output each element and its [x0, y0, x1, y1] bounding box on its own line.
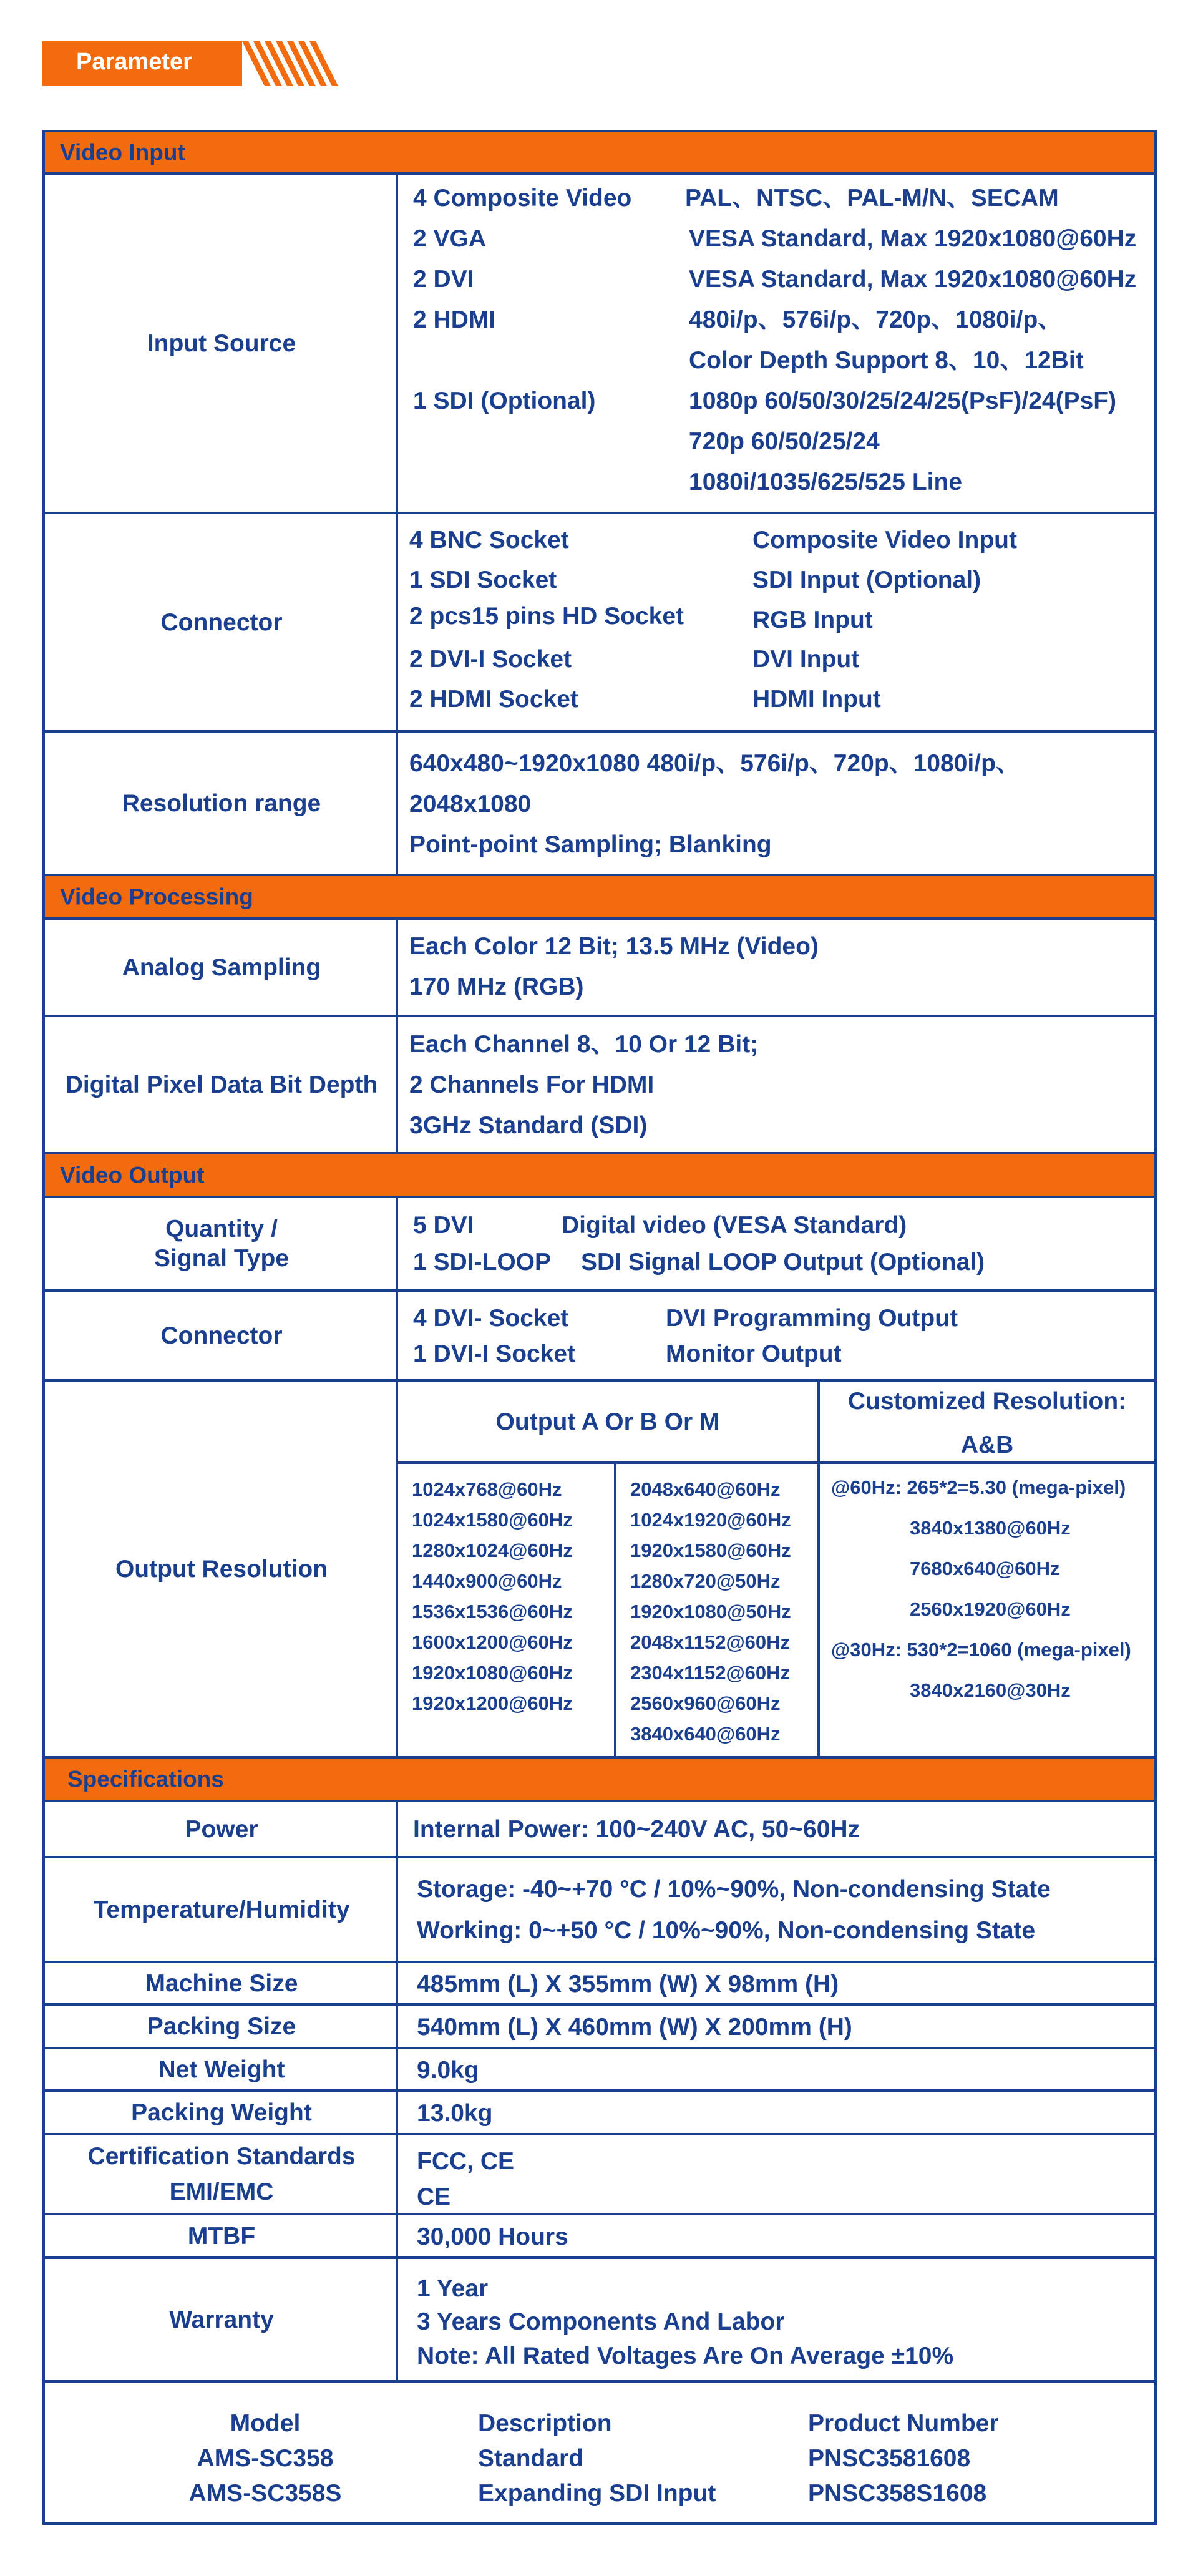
- certification-label-line: EMI/EMC: [169, 2178, 274, 2205]
- connector-input-label: Connector: [160, 608, 283, 636]
- connector-input-right-item: HDMI Input: [752, 686, 881, 713]
- quantity-label-line: Quantity /: [165, 1216, 278, 1242]
- connector-input-right-item: SDI Input (Optional): [752, 567, 981, 593]
- row-divider: [45, 1152, 1154, 1154]
- product-number-cell: PNSC358S1608: [808, 2480, 987, 2507]
- input-source-right-item: VESA Standard, Max 1920x1080@60Hz: [689, 266, 1137, 293]
- row-divider: [45, 874, 1154, 876]
- digital-depth-line: 3GHz Standard (SDI): [409, 1112, 648, 1139]
- certification-value: CE: [417, 2183, 451, 2210]
- section-specifications: [45, 1759, 1154, 1800]
- machine-size-value: 485mm (L) X 355mm (W) X 98mm (H): [417, 1971, 839, 1998]
- model-header: Model: [230, 2410, 301, 2437]
- custom-resolution-item: 7680x640@60Hz: [910, 1558, 1060, 1579]
- connector-output-left-item: 4 DVI- Socket: [413, 1305, 569, 1332]
- mtbf-value: 30,000 Hours: [417, 2223, 568, 2250]
- resolution-col1-item: 1536x1536@60Hz: [412, 1601, 573, 1622]
- input-source-right-item: 480i/p、576i/p、720p、1080i/p、: [689, 306, 1063, 333]
- resolution-col1-item: 1920x1080@60Hz: [412, 1662, 573, 1684]
- custom-resolution-header: Customized Resolution:: [847, 1388, 1127, 1415]
- stripes-decoration: [242, 41, 342, 86]
- input-source-right-item: 1080i/1035/625/525 Line: [689, 469, 963, 495]
- input-source-left-item: 4 Composite Video: [413, 185, 632, 212]
- description-cell: Expanding SDI Input: [478, 2480, 716, 2507]
- custom-resolution-item: @60Hz: 265*2=5.30 (mega-pixel): [831, 1476, 1126, 1498]
- connector-input-left-item: 1 SDI Socket: [409, 567, 557, 593]
- digital-depth-line: 2 Channels For HDMI: [409, 1071, 655, 1098]
- resolution-range-line: 640x480~1920x1080 480i/p、576i/p、720p、1080i/p、: [409, 750, 1020, 777]
- resolution-range-line: Point-point Sampling; Blanking: [409, 831, 772, 858]
- quantity-left-item: 5 DVI: [413, 1212, 474, 1239]
- section-video-processing: [45, 876, 1154, 917]
- input-source-left-item: 1 SDI (Optional): [413, 388, 596, 414]
- net-weight-value: 9.0kg: [417, 2057, 479, 2084]
- mtbf-label: MTBF: [187, 2222, 256, 2250]
- input-source-label: Input Source: [147, 329, 296, 357]
- column-divider: [614, 1464, 616, 1756]
- connector-output-right-item: Monitor Output: [666, 1340, 842, 1367]
- custom-resolution-header: A&B: [960, 1432, 1014, 1458]
- resolution-col2-item: 1024x1920@60Hz: [630, 1509, 791, 1531]
- quantity-label: [45, 1198, 398, 1289]
- digital-depth-line: Each Channel 8、10 Or 12 Bit;: [409, 1031, 759, 1058]
- power-label: Power: [185, 1815, 258, 1843]
- resolution-col1-item: 1280x1024@60Hz: [412, 1539, 573, 1561]
- connector-input-left-item: 2 DVI-I Socket: [409, 646, 572, 673]
- connector-input-right-item: Composite Video Input: [752, 527, 1017, 554]
- section-video-output: [45, 1154, 1154, 1196]
- warranty-line: 3 Years Components And Labor: [417, 2308, 785, 2335]
- quantity-left-item: 1 SDI-LOOP: [413, 1249, 552, 1276]
- input-source-right-item: Color Depth Support 8、10、12Bit: [689, 347, 1084, 374]
- section-title: Video Input: [60, 139, 185, 165]
- resolution-col2-item: 2304x1152@60Hz: [630, 1662, 791, 1684]
- quantity-label-line: Signal Type: [154, 1245, 289, 1272]
- packing-size-label: Packing Size: [147, 2012, 296, 2040]
- product-number-header: Product Number: [808, 2410, 999, 2437]
- packing-weight-value: 13.0kg: [417, 2100, 493, 2127]
- section-title: Specifications: [67, 1766, 224, 1792]
- connector-output-label: Connector: [160, 1322, 283, 1349]
- subheader-divider: [398, 1461, 1154, 1464]
- input-source-left-item: 2 DVI: [413, 266, 474, 293]
- description-header: Description: [478, 2410, 612, 2437]
- connector-output-left-item: 1 DVI-I Socket: [413, 1340, 576, 1367]
- output-resolution-label: Output Resolution: [115, 1555, 328, 1583]
- row-divider: [45, 2380, 1154, 2383]
- analog-sampling-line: Each Color 12 Bit; 13.5 MHz (Video): [409, 933, 819, 960]
- resolution-range-line: 2048x1080: [409, 791, 532, 817]
- machine-size-label: Machine Size: [145, 1969, 298, 1997]
- input-source-left-item: 2 HDMI: [413, 306, 496, 333]
- input-source-left-item: 2 VGA: [413, 225, 487, 252]
- temperature-line: Storage: -40~+70 °C / 10%~90%, Non-condensing State: [417, 1876, 1051, 1903]
- connector-input-left-item: 4 BNC Socket: [409, 527, 569, 554]
- warranty-label: Warranty: [169, 2306, 274, 2333]
- resolution-col1-item: 1920x1200@60Hz: [412, 1692, 573, 1714]
- input-source-right-item: VESA Standard, Max 1920x1080@60Hz: [689, 225, 1137, 252]
- custom-resolution-item: 2560x1920@60Hz: [910, 1598, 1071, 1620]
- warranty-line: Note: All Rated Voltages Are On Average ±10%: [417, 2343, 954, 2369]
- output-abm-header: Output A Or B Or M: [495, 1408, 720, 1435]
- resolution-col2-item: 2048x1152@60Hz: [630, 1631, 791, 1653]
- resolution-col1-item: 1600x1200@60Hz: [412, 1631, 573, 1653]
- connector-input-right-item: DVI Input: [752, 646, 860, 673]
- parameter-tag-label: Parameter: [76, 49, 192, 75]
- input-source-right-item: 1080p 60/50/30/25/24/25(PsF)/24(PsF): [689, 388, 1117, 414]
- digital-depth-label: Digital Pixel Data Bit Depth: [65, 1071, 378, 1098]
- resolution-col1-item: 1440x900@60Hz: [412, 1570, 562, 1592]
- certification-value: FCC, CE: [417, 2148, 514, 2175]
- custom-resolution-item: @30Hz: 530*2=1060 (mega-pixel): [831, 1639, 1131, 1661]
- description-cell: Standard: [478, 2445, 584, 2472]
- power-value: Internal Power: 100~240V AC, 50~60Hz: [413, 1816, 860, 1843]
- certification-label: [45, 2135, 398, 2213]
- section-title: Video Output: [60, 1162, 205, 1188]
- product-number-cell: PNSC3581608: [808, 2445, 971, 2472]
- warranty-line: 1 Year: [417, 2275, 489, 2302]
- connector-input-right-item: RGB Input: [752, 607, 873, 633]
- resolution-range-label: Resolution range: [122, 789, 321, 817]
- section-title: Video Processing: [60, 884, 253, 910]
- temperature-line: Working: 0~+50 °C / 10%~90%, Non-condensing State: [417, 1917, 1036, 1944]
- resolution-col1-item: 1024x768@60Hz: [412, 1478, 562, 1500]
- custom-resolution-item: 3840x2160@30Hz: [910, 1679, 1071, 1701]
- temperature-label: Temperature/Humidity: [93, 1896, 350, 1923]
- resolution-col2-item: 1280x720@50Hz: [630, 1570, 781, 1592]
- custom-resolution-item: 3840x1380@60Hz: [910, 1517, 1071, 1539]
- input-source-right-item: 720p 60/50/25/24: [689, 428, 880, 455]
- section-video-input: [45, 132, 1154, 172]
- row-divider: [45, 1756, 1154, 1759]
- resolution-col2-item: 2560x960@60Hz: [630, 1692, 781, 1714]
- analog-sampling-line: 170 MHz (RGB): [409, 973, 584, 1000]
- net-weight-label: Net Weight: [158, 2056, 285, 2083]
- connector-output-right-item: DVI Programming Output: [666, 1305, 958, 1332]
- model-cell: AMS-SC358S: [188, 2480, 342, 2507]
- connector-input-left-item: 2 pcs15 pins HD Socket: [409, 603, 684, 630]
- quantity-right-item: SDI Signal LOOP Output (Optional): [581, 1249, 985, 1276]
- packing-weight-label: Packing Weight: [131, 2099, 312, 2126]
- resolution-col2-item: 2048x640@60Hz: [630, 1478, 781, 1500]
- resolution-col2-item: 1920x1580@60Hz: [630, 1539, 791, 1561]
- resolution-col2-item: 1920x1080@50Hz: [630, 1601, 791, 1622]
- quantity-right-item: Digital video (VESA Standard): [562, 1212, 907, 1239]
- input-source-right-item: PAL、NTSC、PAL-M/N、SECAM: [685, 185, 1059, 212]
- resolution-col1-item: 1024x1580@60Hz: [412, 1509, 573, 1531]
- resolution-col2-item: 3840x640@60Hz: [630, 1723, 781, 1745]
- packing-size-value: 540mm (L) X 460mm (W) X 200mm (H): [417, 2014, 852, 2041]
- connector-input-left-item: 2 HDMI Socket: [409, 686, 578, 713]
- model-cell: AMS-SC358: [197, 2445, 334, 2472]
- analog-sampling-label: Analog Sampling: [122, 954, 321, 981]
- certification-label-line: Certification Standards: [87, 2143, 356, 2170]
